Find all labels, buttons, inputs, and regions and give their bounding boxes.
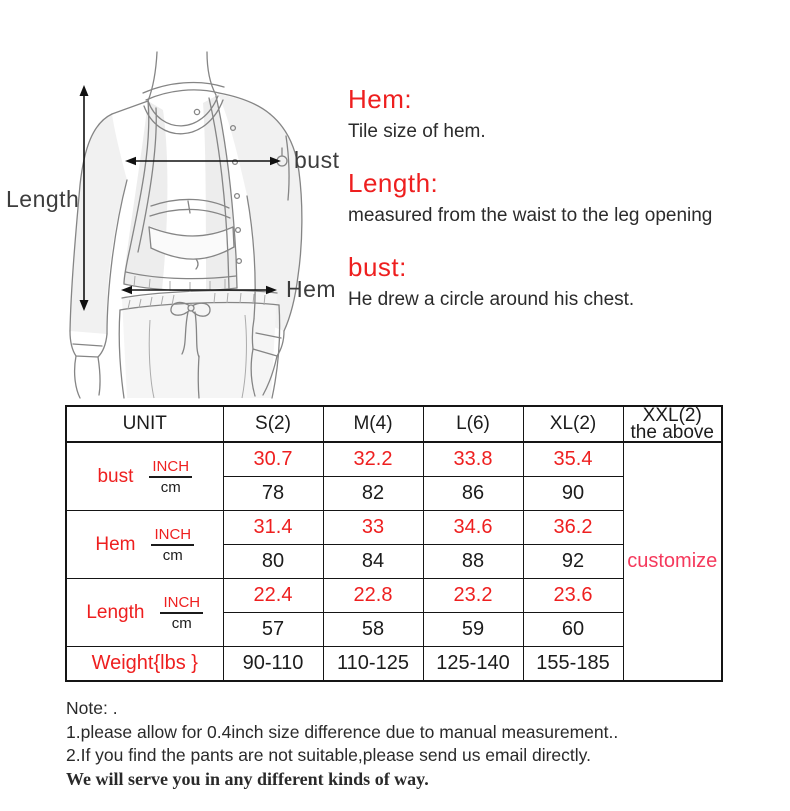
- unit-fraction: [151, 526, 194, 564]
- table-cell: 22.4: [223, 579, 323, 613]
- definition-term: Hem:: [348, 84, 413, 114]
- length-annotation-label: Length: [6, 186, 80, 212]
- table-cell: 92: [523, 545, 623, 579]
- notes-section: [66, 697, 618, 791]
- definition-term: Length:: [348, 168, 439, 198]
- unit-cm: cm: [171, 614, 192, 632]
- table-cell: 88: [423, 545, 523, 579]
- table-cell: 80: [223, 545, 323, 579]
- measurement-definitions: [348, 84, 780, 336]
- column-header-xl: XL(2): [523, 406, 623, 442]
- note-title: Note: .: [66, 698, 118, 718]
- table-cell: 35.4: [523, 442, 623, 477]
- table-cell: 31.4: [223, 511, 323, 545]
- bust-annotation-label: bust: [294, 147, 340, 173]
- xxl-header-line1: XXL(2): [642, 405, 702, 426]
- definition-hem: [348, 84, 780, 143]
- table-cell: 22.8: [323, 579, 423, 613]
- definition-desc: Tile size of hem.: [348, 121, 486, 142]
- table-row-bust-inch: [66, 442, 722, 477]
- hem-annotation-label: Hem: [286, 276, 337, 302]
- table-cell: 59: [423, 613, 523, 647]
- row-label: Length: [86, 601, 145, 623]
- unit-fraction: [160, 594, 203, 632]
- row-header-weight: Weight{lbs }: [66, 647, 223, 682]
- row-label: bust: [97, 465, 134, 487]
- row-header-length: [66, 579, 223, 647]
- xxl-header-line2: the above: [630, 422, 714, 443]
- definition-length: [348, 168, 780, 227]
- column-header-s: S(2): [223, 406, 323, 442]
- column-header-xxl: [623, 406, 722, 442]
- size-chart-table: [65, 405, 723, 682]
- note-line-2: 2.If you find the pants are not suitable,please send us email directly.: [66, 745, 591, 765]
- table-cell: 90: [523, 477, 623, 511]
- table-cell: 33: [323, 511, 423, 545]
- table-cell: 36.2: [523, 511, 623, 545]
- unit-inch: INCH: [149, 458, 192, 478]
- definition-term: bust:: [348, 252, 407, 282]
- column-header-unit: UNIT: [66, 406, 223, 442]
- table-cell: 90-110: [223, 647, 323, 682]
- definition-desc: measured from the waist to the leg opening: [348, 205, 713, 226]
- table-cell: 82: [323, 477, 423, 511]
- header-row: [66, 406, 722, 442]
- unit-cm: cm: [162, 546, 183, 564]
- row-label: Hem: [95, 533, 136, 555]
- row-header-bust: [66, 442, 223, 511]
- table-cell: 155-185: [523, 647, 623, 682]
- table-cell: 125-140: [423, 647, 523, 682]
- definition-bust: [348, 252, 780, 311]
- table-cell: 57: [223, 613, 323, 647]
- customize-cell: customize: [623, 442, 722, 681]
- unit-cm: cm: [160, 478, 181, 496]
- row-header-hem: [66, 511, 223, 579]
- table-cell: 58: [323, 613, 423, 647]
- note-line-1: 1.please allow for 0.4inch size difference due to manual measurement..: [66, 721, 619, 742]
- table-cell: 30.7: [223, 442, 323, 477]
- definition-desc: He drew a circle around his chest.: [348, 289, 635, 310]
- table-cell: 32.2: [323, 442, 423, 477]
- table-cell: 34.6: [423, 511, 523, 545]
- table-cell: 110-125: [323, 647, 423, 682]
- table-cell: 23.2: [423, 579, 523, 613]
- unit-inch: INCH: [160, 594, 203, 614]
- table-cell: 60: [523, 613, 623, 647]
- table-cell: 86: [423, 477, 523, 511]
- column-header-m: M(4): [323, 406, 423, 442]
- table-cell: 78: [223, 477, 323, 511]
- table-cell: 33.8: [423, 442, 523, 477]
- note-line-3: We will serve you in any different kinds of way.: [66, 768, 429, 789]
- column-header-l: L(6): [423, 406, 523, 442]
- unit-fraction: [149, 458, 192, 496]
- table-cell: 84: [323, 545, 423, 579]
- unit-inch: INCH: [151, 526, 194, 546]
- table-cell: 23.6: [523, 579, 623, 613]
